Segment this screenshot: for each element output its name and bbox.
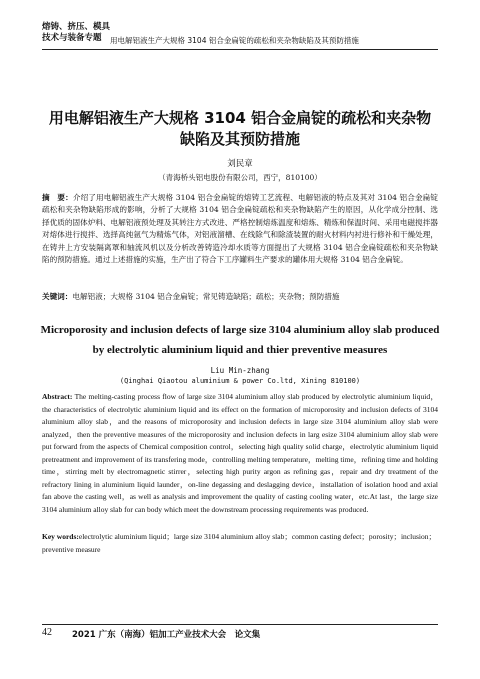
keywords-cn-text: 电解铝液；大规格 3104 铝合金扁锭；常见铸造缺陷；疏松；夹杂物；预防措施	[72, 292, 340, 301]
paper-title-cn-line2: 缺陷及其预防措施	[179, 130, 300, 148]
header-rule	[42, 49, 438, 50]
keywords-en-label: Key words:	[42, 532, 79, 541]
affiliation-en: (Qinghai Qiaotou aluminium & power Co.ltd, Xining 810100)	[119, 377, 361, 385]
paper-title-en-line1: Microporosity and inclusion defects of large size 3104 aluminium alloy slab produced	[40, 324, 440, 336]
journal-section-label	[42, 22, 110, 44]
section-label-line2: 技术与装备专题	[42, 33, 102, 43]
abstract-en-label: Abstract:	[42, 392, 73, 401]
conference-name: 2021 广东（南海）铝加工产业技术大会 论文集	[72, 630, 261, 640]
affiliation-cn: （青海桥头铝电股份有限公司，西宁，810100）	[158, 173, 322, 182]
abstract-en-text: The melting-casting process flow of large size 3104 aluminium alloy slab produced by electrolytic aluminium liquid，the characteristics of electrolytic aluminium liquid and its effect on the formation of microporosity and inclusion defects of 3104 aluminium alloy slab，and the reasons of microporosity and inclusion defects in large size 3104 aluminium alloy slab were analyzed，then the preventive measures of the microporosity and inclusion defects in larg esize 3104 aluminium alloy slab were put forward from the aspects of Chemical composition control，selecting high quality solid charge，electrolytic aluminium liquid pretreatment and improvement of its transfering mode，controlling melting temperature，melting time，refining time and holding time，stirring melt by electromagnetic stirrer，selecting high purity argon as refining gas，repair and dry treatment of the refractory lining in aluminium liquid launder，on-line degassing and deslagging device，installation of isolation hood and axial fan above the casting well，as well as analysis and improvement the quality of casting cooling water，etc.At last，the large size 3104 aluminium alloy slab for can body which meet the downstream processing requirements was produced.	[42, 392, 438, 514]
running-title: 用电解铝液生产大规格 3104 铝合金扁锭的疏松和夹杂物缺陷及其预防措施	[110, 36, 359, 45]
footer-rule	[42, 624, 438, 625]
keywords-cn	[42, 291, 438, 303]
section-label-line1: 熔铸、挤压、模具	[42, 22, 111, 32]
author-cn: 刘民章	[227, 159, 253, 169]
author-en: Liu Min-zhang	[210, 366, 270, 375]
page-number: 42	[42, 627, 52, 638]
abstract-cn	[42, 192, 438, 266]
keywords-cn-label: 关键词：	[42, 292, 73, 301]
paper-title-en	[0, 320, 480, 360]
abstract-cn-text: 介绍了用电解铝液生产大规格 3104 铝合金扁锭的熔铸工艺流程、电解铝液的特点及其对 3104 铝合金扁锭疏松和夹杂物缺陷形成的影响，分析了大规格 3104 铝合金扁锭疏松和夹杂物缺陷产生的原因，从化学成分控制、选择优质的固体炉料、电解铝液预处理及其转注方式改进、严格控制熔炼温度和熔炼、精炼和保温时间、采用电磁搅拌器对熔体进行搅拌、选择高纯氩气为精炼气体，对铝液溜槽、在线除气和除渣装置的耐火材料内衬进行修补和干燥处理，在铸井上方安装隔离罩和轴流风机以及分析改善铸造冷却水质等方面提出了大规格 3104 铝合金扁锭疏松和夹杂物缺陷的预防措施。通过上述措施的实施，生产出了符合下工序罐料生产要求的罐体用大规格 3104 铝合金扁锭。	[42, 193, 438, 265]
abstract-en	[42, 391, 438, 516]
paper-title-en-line2: by electrolytic aluminium liquid and thier preventive measures	[92, 344, 388, 356]
keywords-en-text: electrolytic aluminium liquid；large size 3104 aluminium alloy slab；common casting defect；porosity；inclusion；preventive measure	[42, 532, 436, 554]
paper-title-cn-line1: 用电解铝液生产大规格 3104 铝合金扁锭的疏松和夹杂物	[48, 109, 432, 127]
paper-title-cn	[0, 108, 480, 150]
abstract-cn-label: 摘 要：	[42, 193, 73, 202]
keywords-en	[42, 531, 438, 556]
